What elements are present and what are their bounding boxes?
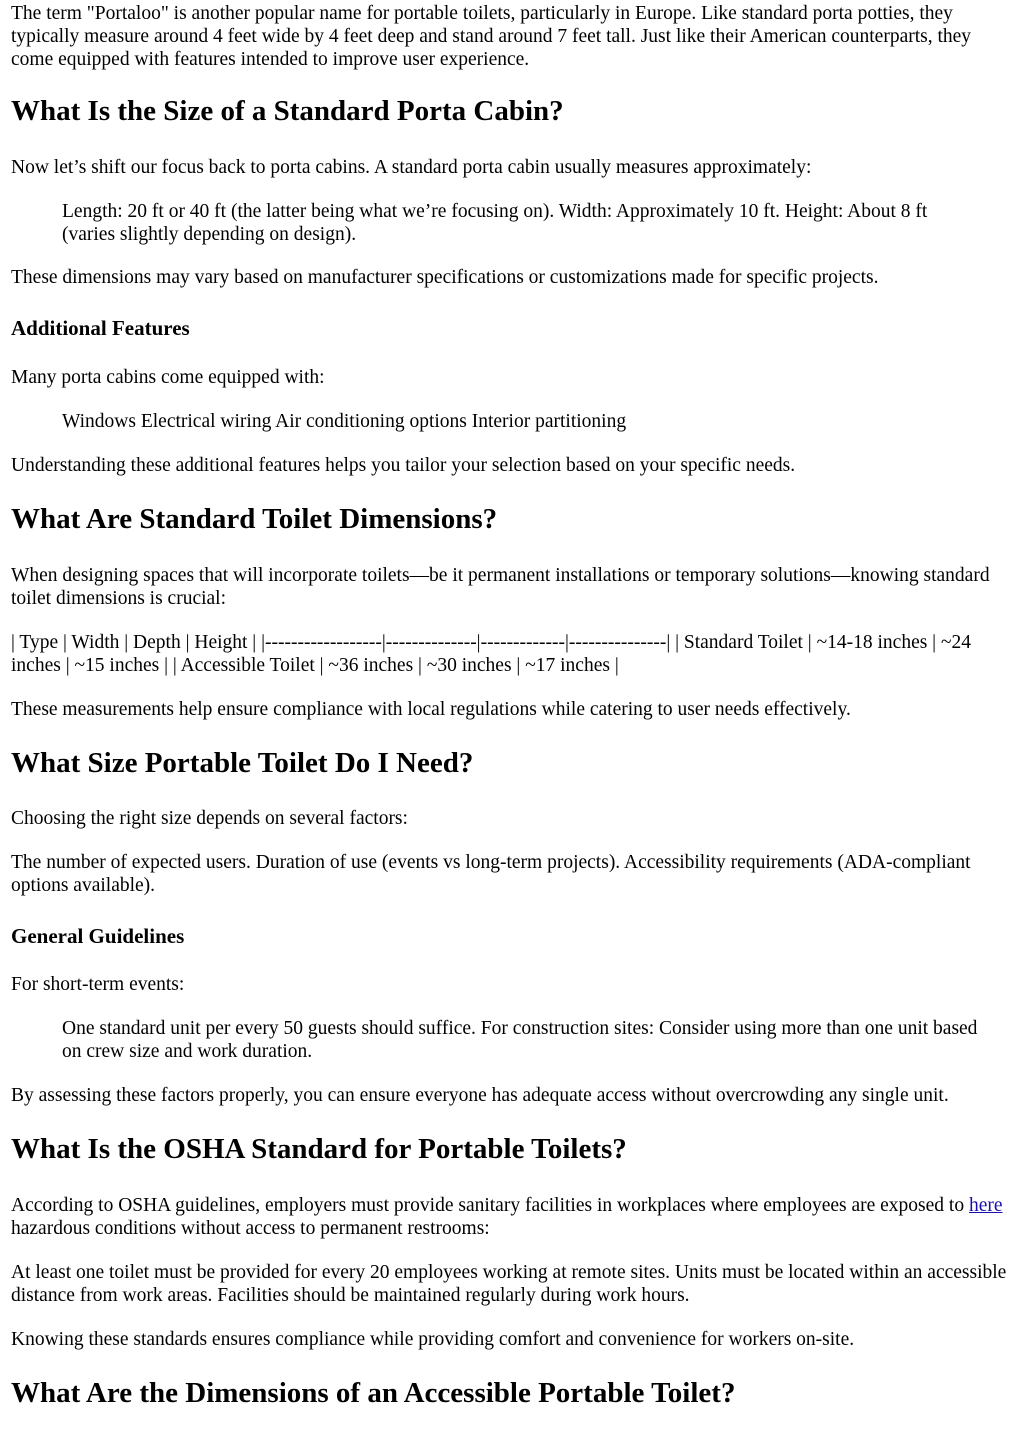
size-factors-paragraph: The number of expected users. Duration of use (events vs long-term projects). Accessibility requirements (ADA-compliant options available). (11, 852, 971, 896)
porta-cabin-variation-paragraph: These dimensions may vary based on manufacturer specifications or customizations made for specific projects. (11, 267, 879, 288)
porta-cabin-intro-paragraph: Now let’s shift our focus back to porta cabins. A standard porta cabin usually measures approximately: (11, 157, 812, 178)
features-list-quote: Windows Electrical wiring Air conditioning options Interior partitioning (62, 411, 627, 432)
porta-cabin-dimensions-quote: Length: 20 ft or 40 ft (the latter being what we’re focusing on). Width: Approximately 10 ft. Height: About 8 ft (varies slightly depending on design). (62, 201, 928, 245)
features-summary-paragraph: Understanding these additional features helps you tailor your selection based on your specific needs. (11, 455, 796, 476)
features-intro-paragraph: Many porta cabins come equipped with: (11, 367, 325, 388)
guidelines-quote: One standard unit per every 50 guests should suffice. For construction sites: Consider using more than one unit based on crew size and work duration. (62, 1018, 978, 1062)
osha-requirements-paragraph: At least one toilet must be provided for every 20 employees working at remote sites. Units must be located within an accessible distance from work areas. Facilities should be maintained regularly during work hours. (11, 1262, 1007, 1306)
guidelines-summary-paragraph: By assessing these factors properly, you can ensure everyone has adequate access without overcrowding any single unit. (11, 1085, 949, 1106)
heading-accessible-toilet-dimensions: What Are the Dimensions of an Accessible Portable Toilet? (11, 1377, 736, 1409)
toilet-dimensions-summary-paragraph: These measurements help ensure compliance with local regulations while catering to user needs effectively. (11, 699, 851, 720)
heading-toilet-dimensions: What Are Standard Toilet Dimensions? (11, 503, 498, 535)
heading-general-guidelines: General Guidelines (11, 924, 185, 948)
heading-porta-cabin-size: What Is the Size of a Standard Porta Cabin? (11, 95, 564, 127)
heading-osha-standard: What Is the OSHA Standard for Portable Toilets? (11, 1133, 627, 1165)
short-term-events-paragraph: For short-term events: (11, 974, 185, 995)
osha-guidelines-paragraph (11, 1194, 1010, 1240)
osha-summary-paragraph: Knowing these standards ensures compliance while providing comfort and convenience for workers on-site. (11, 1329, 855, 1350)
toilet-dimensions-table-text: | Type | Width | Depth | Height | |------------------|--------------|-------------|---------------| | Standard Toilet | ~14-18 inches | ~24 inches | ~15 inches | | Accessible Toilet | ~36 inches | ~30 inches | ~17 inches | (11, 632, 972, 676)
heading-additional-features: Additional Features (11, 316, 190, 340)
toilet-dimensions-intro-paragraph: When designing spaces that will incorporate toilets—be it permanent installations or temporary solutions—knowing standard toilet dimensions is crucial: (11, 565, 990, 609)
osha-text-after-link: hazardous conditions without access to permanent restrooms: (11, 1218, 490, 1239)
heading-size-needed: What Size Portable Toilet Do I Need? (11, 747, 474, 779)
here-link[interactable]: here (968, 1195, 1003, 1216)
size-factors-intro-paragraph: Choosing the right size depends on several factors: (11, 808, 408, 829)
osha-text-before-link: According to OSHA guidelines, employers must provide sanitary facilities in workplaces where employees are exposed to (11, 1195, 969, 1216)
intro-paragraph: The term "Portaloo" is another popular name for portable toilets, particularly in Europe. Like standard porta potties, they typically measure around 4 feet wide by 4 feet deep and stand around 7 feet tall. Just like their American counterparts, they come equipped with features intended to improve user experience. (11, 3, 972, 70)
